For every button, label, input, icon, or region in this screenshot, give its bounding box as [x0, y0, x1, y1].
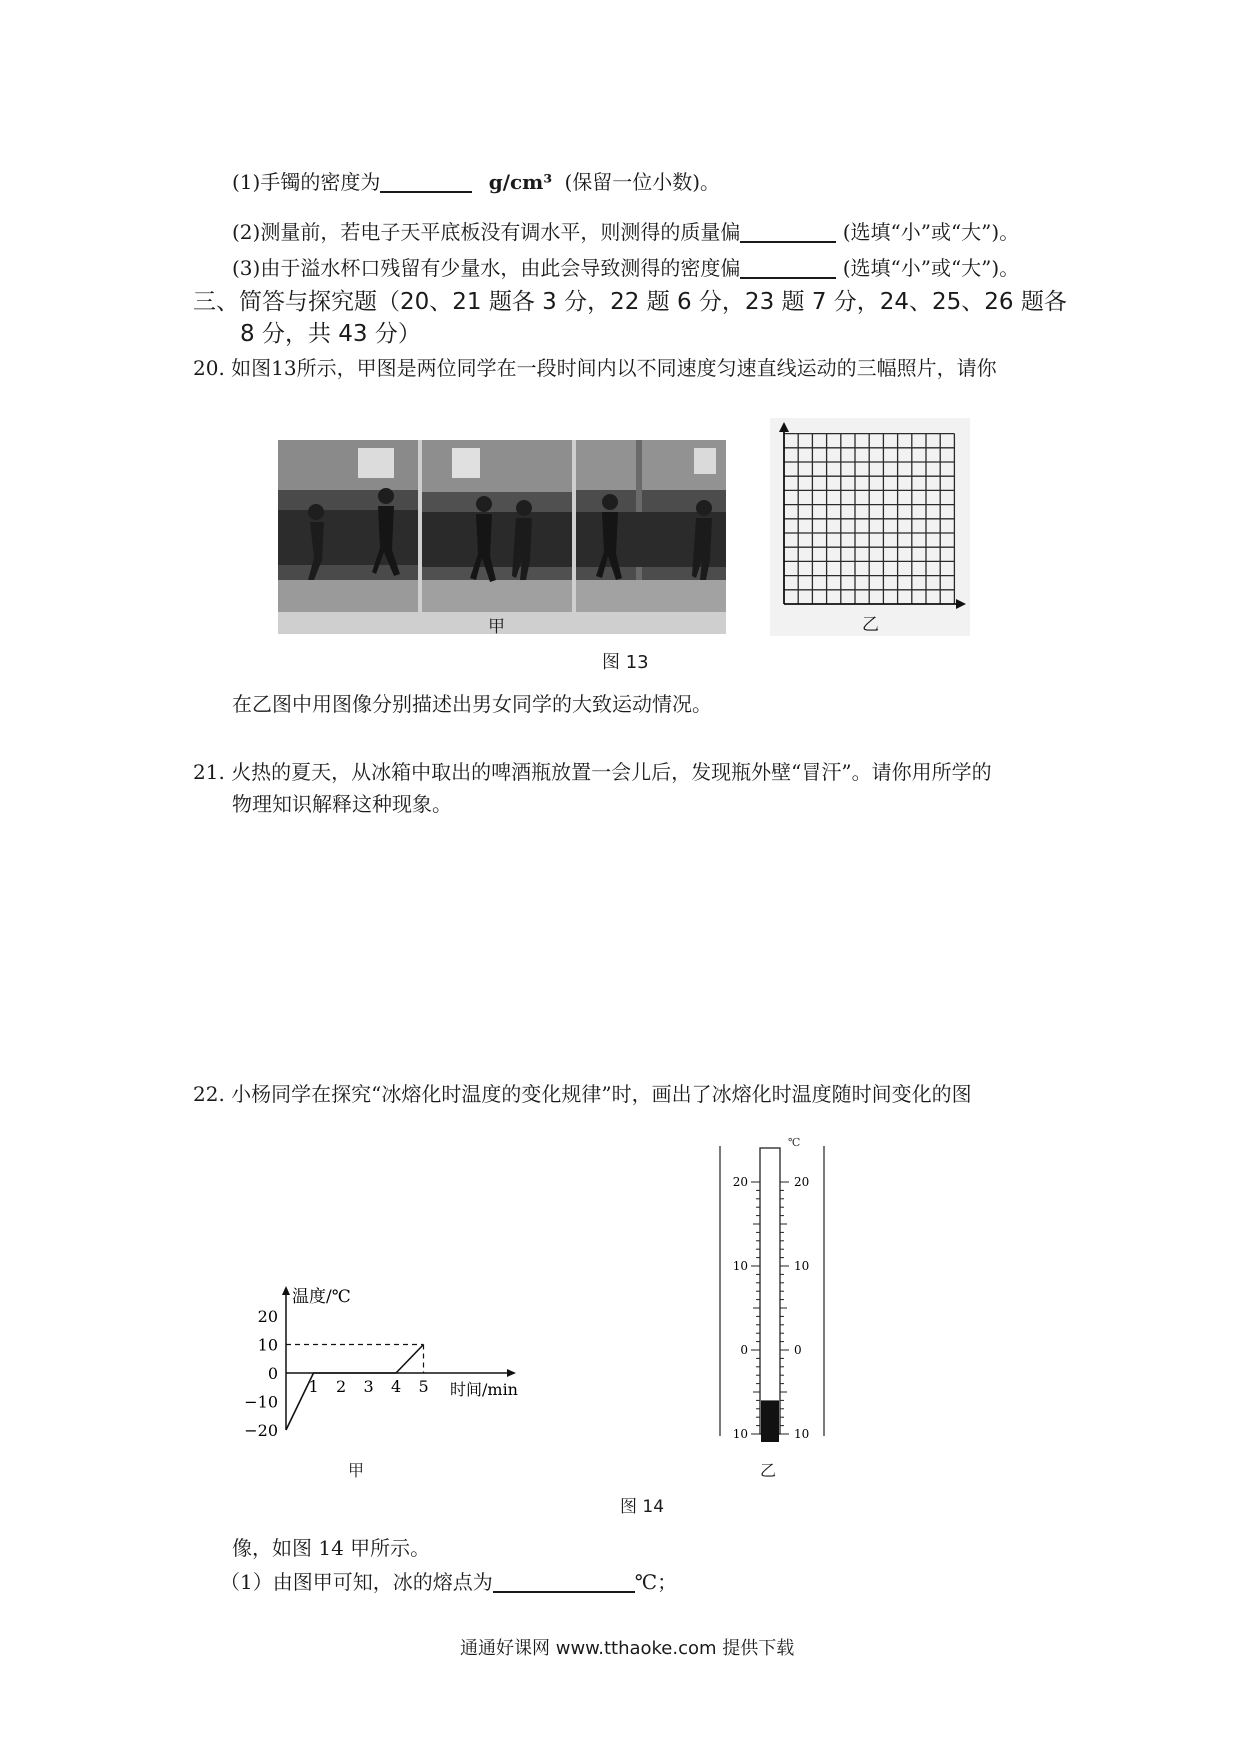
page-footer: 通通好课网 www.tthaoke.com 提供下载 [460, 1638, 795, 1659]
density-unit: g/cm³ [488, 170, 553, 194]
q19-part3-prefix: (3)由于溢水杯口残留有少量水，由此会导致测得的密度偏 [232, 256, 741, 280]
y-tick-label: −20 [244, 1421, 278, 1440]
running-photo-1 [278, 440, 418, 612]
figure-13-yi-label: 乙 [862, 615, 879, 635]
thermometer-label-left: 10 [732, 1427, 748, 1441]
x-tick-label: 4 [391, 1377, 402, 1396]
q22-part1 [220, 1568, 677, 1596]
q22-part1-prefix: （1）由图甲可知，冰的熔点为 [220, 1570, 493, 1594]
thermometer-label-right: 10 [794, 1427, 810, 1441]
q19-part2 [232, 218, 1019, 246]
answer-blank-melting-point[interactable] [493, 1571, 635, 1593]
q20-instruction: 在乙图中用图像分别描述出男女同学的大致运动情况。 [232, 692, 712, 716]
answer-blank-density-bias[interactable] [740, 257, 836, 279]
q19-part1-suffix: (保留一位小数)。 [564, 170, 721, 194]
q19-part2-prefix: (2)测量前，若电子天平底板没有调水平，则测得的质量偏 [232, 220, 741, 244]
figure-14-jia-label: 甲 [348, 1461, 365, 1480]
q19-part3 [232, 254, 1019, 282]
q19-part2-suffix: (选填“小”或“大”)。 [842, 220, 1020, 244]
q20-stem: 20. 如图13所示，甲图是两位同学在一段时间内以不同速度匀速直线运动的三幅照片，请你 [193, 356, 997, 380]
q22-part1-suffix: ℃； [634, 1570, 678, 1594]
figure-13-yi [770, 418, 970, 636]
figure-13-jia-label: 甲 [488, 617, 505, 637]
q19-part1-prefix: (1)手镯的密度为 [232, 170, 381, 194]
thermometer-liquid-column [761, 1400, 779, 1442]
thermometer-tube [760, 1148, 780, 1434]
y-tick-label: 20 [257, 1307, 278, 1326]
thermometer-label-right: 20 [794, 1175, 810, 1189]
x-tick-label: 1 [308, 1377, 319, 1396]
melting-curve-series [286, 1345, 424, 1431]
melting-curve-chart [238, 1282, 538, 1452]
figure-13-caption: 图 13 [602, 652, 649, 673]
thermometer-label-right: 10 [794, 1259, 810, 1273]
q19-part3-suffix: (选填“小”或“大”)。 [842, 256, 1020, 280]
running-photo-3 [576, 440, 726, 612]
q21-line2: 物理知识解释这种现象。 [232, 792, 452, 816]
thermometer-label-left: 20 [732, 1175, 748, 1189]
q22-stem: 22. 小杨同学在探究“冰熔化时温度的变化规律”时，画出了冰熔化时温度随时间变化的图 [193, 1082, 972, 1106]
thermometer [714, 1136, 830, 1442]
section-title-line1: 三、简答与探究题（20、21 题各 3 分，22 题 6 分，23 题 7 分，24、25、26 题各 [193, 289, 1067, 315]
figure-14-caption: 图 14 [620, 1497, 665, 1517]
running-photo-2 [422, 440, 572, 612]
q19-part1 [232, 168, 720, 196]
y-tick-label: 0 [267, 1364, 278, 1383]
figure-13-jia [278, 440, 726, 637]
chart-x-label: 时间/min [450, 1380, 518, 1399]
thermometer-label-left: 0 [740, 1343, 748, 1357]
x-tick-label: 2 [336, 1377, 347, 1396]
y-tick-label: −10 [244, 1392, 278, 1412]
chart-y-label: 温度/℃ [292, 1287, 351, 1307]
x-tick-label: 3 [363, 1377, 374, 1396]
blank-grid-chart[interactable] [770, 418, 970, 636]
y-tick-label: 10 [257, 1335, 278, 1355]
figure-14-yi-thermometer [714, 1136, 830, 1442]
q21-line1: 21. 火热的夏天，从冰箱中取出的啤酒瓶放置一会儿后，发现瓶外壁“冒汗”。请你用所学的 [193, 760, 992, 784]
figure-14-jia [238, 1282, 538, 1452]
q22-continuation: 像，如图 14 甲所示。 [232, 1536, 431, 1560]
thermometer-unit: ℃ [788, 1136, 801, 1149]
answer-blank-density[interactable] [380, 171, 472, 193]
answer-blank-mass[interactable] [740, 221, 836, 243]
thermometer-label-right: 0 [794, 1343, 802, 1357]
chart-y-arrow-icon [282, 1286, 290, 1295]
x-tick-label: 5 [418, 1377, 429, 1396]
thermometer-label-left: 10 [732, 1259, 748, 1273]
section-title-line2: 8 分，共 43 分） [240, 321, 421, 347]
chart-x-arrow-icon [507, 1369, 516, 1377]
figure-14-yi-label: 乙 [760, 1461, 777, 1480]
